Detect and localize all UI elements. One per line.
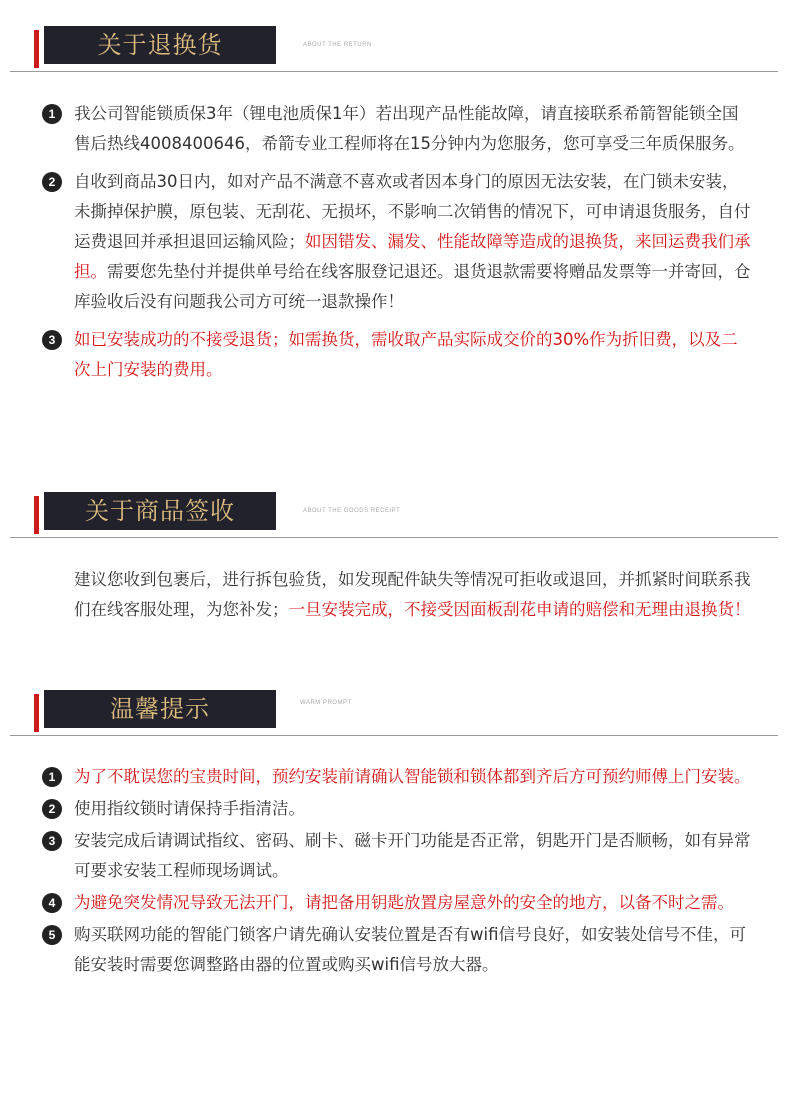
list-item [42, 762, 754, 792]
item-text: 使用指纹锁时请保持手指清洁。 [74, 799, 305, 818]
number-badge: 2 [42, 172, 62, 192]
section-title: 关于商品签收 [44, 492, 276, 530]
tips-list [42, 762, 754, 982]
item-text: 自收到商品30日内，如对产品不满意不喜欢或者因本身门的原因无法安装，在门锁未安装，未撕掉保护膜，原包装、无刮花、无损坏，不影响二次销售的情况下，可申请退货服务，自付运费退回并承担退回运输风险； [74, 172, 751, 251]
accent-bar [34, 694, 39, 732]
section-warm-prompt [0, 690, 790, 1090]
receipt-paragraph [74, 565, 754, 625]
number-badge: 3 [42, 831, 62, 851]
paragraph-text-highlight: 一旦安装完成，不接受因面板刮花申请的赔偿和无理由退换货！ [288, 600, 751, 619]
item-text: 我公司智能锁质保3年（锂电池质保1年）若出现产品性能故障，请直接联系希箭智能锁全国售后热线4008400646，希箭专业工程师将在15分钟内为您服务，您可享受三年质保服务。 [74, 104, 745, 153]
item-text: 需要您先垫付并提供单号给在线客服登记退还。退货退款需要将赠品发票等一并寄回，仓库验收后没有问题我公司方可统一退款操作！ [74, 262, 751, 311]
section-return [0, 26, 790, 456]
item-text-highlight: 为避免突发情况导致无法开门，请把备用钥匙放置房屋意外的安全的地方，以备不时之需。 [74, 893, 734, 912]
divider [10, 537, 778, 538]
paragraph-text: 建议您收到包裹后，进行拆包验货，如发现配件缺失等情况可拒收或退回，并抓紧时间联系我们在线客服处理，为您补发； [74, 570, 751, 619]
divider [10, 71, 778, 72]
list-item [42, 794, 754, 824]
item-text: 购买联网功能的智能门锁客户请先确认安装位置是否有wifi信号良好，如安装处信号不佳，可能安装时需要您调整路由器的位置或购买wifi信号放大器。 [74, 925, 746, 974]
accent-bar [34, 496, 39, 534]
item-text-highlight: 如因错发、漏发、性能故障等造成的退换货，来回运费我们承担。 [74, 232, 751, 281]
item-text-highlight: 如已安装成功的不接受退货；如需换货，需收取产品实际成交价的30%作为折旧费，以及二次上门安装的费用。 [74, 330, 738, 379]
section-subtitle: ABOUT THE RETURN [303, 42, 372, 48]
number-badge: 1 [42, 767, 62, 787]
section-header [0, 492, 790, 538]
item-text: 安装完成后请调试指纹、密码、刷卡、磁卡开门功能是否正常，钥匙开门是否顺畅，如有异常可要求安装工程师现场调试。 [74, 831, 751, 880]
list-item [42, 325, 754, 385]
number-badge: 4 [42, 893, 62, 913]
section-title: 温馨提示 [44, 690, 276, 728]
section-subtitle: ABOUT THE GOODS RECEIPT [303, 508, 401, 514]
list-item [42, 167, 754, 317]
list-item [42, 920, 754, 980]
section-header [0, 26, 790, 72]
section-receipt [0, 492, 790, 662]
number-badge: 2 [42, 799, 62, 819]
section-subtitle: WARM PROMPT [300, 700, 352, 706]
number-badge: 1 [42, 104, 62, 124]
divider [10, 735, 778, 736]
item-text-highlight: 为了不耽误您的宝贵时间，预约安装前请确认智能锁和锁体都到齐后方可预约师傅上门安装。 [74, 767, 751, 786]
list-item [42, 99, 754, 159]
section-title: 关于退换货 [44, 26, 276, 64]
return-policy-list [42, 99, 754, 393]
list-item [42, 826, 754, 886]
number-badge: 5 [42, 925, 62, 945]
section-header [0, 690, 790, 736]
accent-bar [34, 30, 39, 68]
list-item [42, 888, 754, 918]
number-badge: 3 [42, 330, 62, 350]
